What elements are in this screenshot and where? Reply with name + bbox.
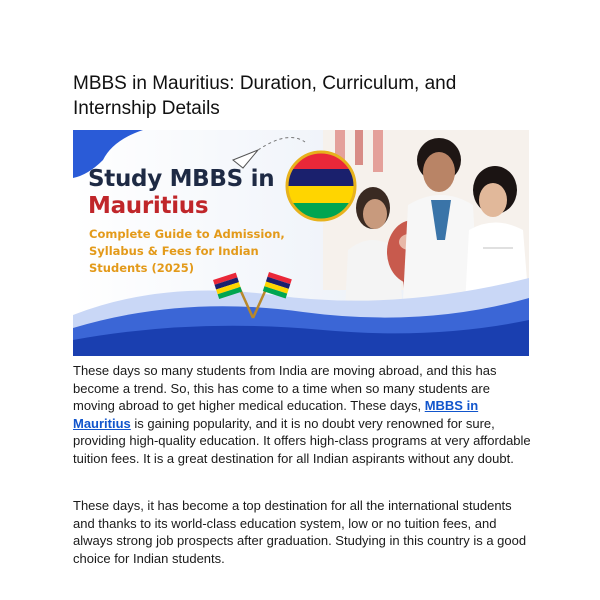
banner-heading-line1: Study MBBS in xyxy=(88,166,275,192)
intro-paragraph xyxy=(73,362,531,467)
mauritius-flag-icon xyxy=(287,152,357,220)
page-title: MBBS in Mauritius: Duration, Curriculum, and Internship Details xyxy=(73,73,457,119)
banner-subheading: Complete Guide to Admission, Syllabus & Fees for Indian Students (2025) xyxy=(89,227,285,275)
banner-heading-line2: Mauritius xyxy=(88,193,209,219)
intro-text-before: These days so many students from India are moving abroad, and this has become a trend. So, this has come to a time when so many students are moving abroad to get higher medical education. These days, xyxy=(73,363,497,413)
banner-heading xyxy=(88,166,274,220)
hero-banner-image xyxy=(73,130,529,356)
second-paragraph: These days, it has become a top destination for all the international students and thanks to its world-class education system, low or no tuition fees, and always strong job prospects after graduation. Studying in this country is a good choice for Indian students. xyxy=(73,498,527,566)
mbbs-mauritius-link[interactable]: MBBS in Mauritius xyxy=(73,398,479,431)
intro-text-after: is gaining popularity, and it is no doubt very renowned for sure, providing high-quality education. It offers high-class programs at very affordable tuition fees. It is a great destination for all Indian aspirants without any doubt. xyxy=(73,415,531,466)
